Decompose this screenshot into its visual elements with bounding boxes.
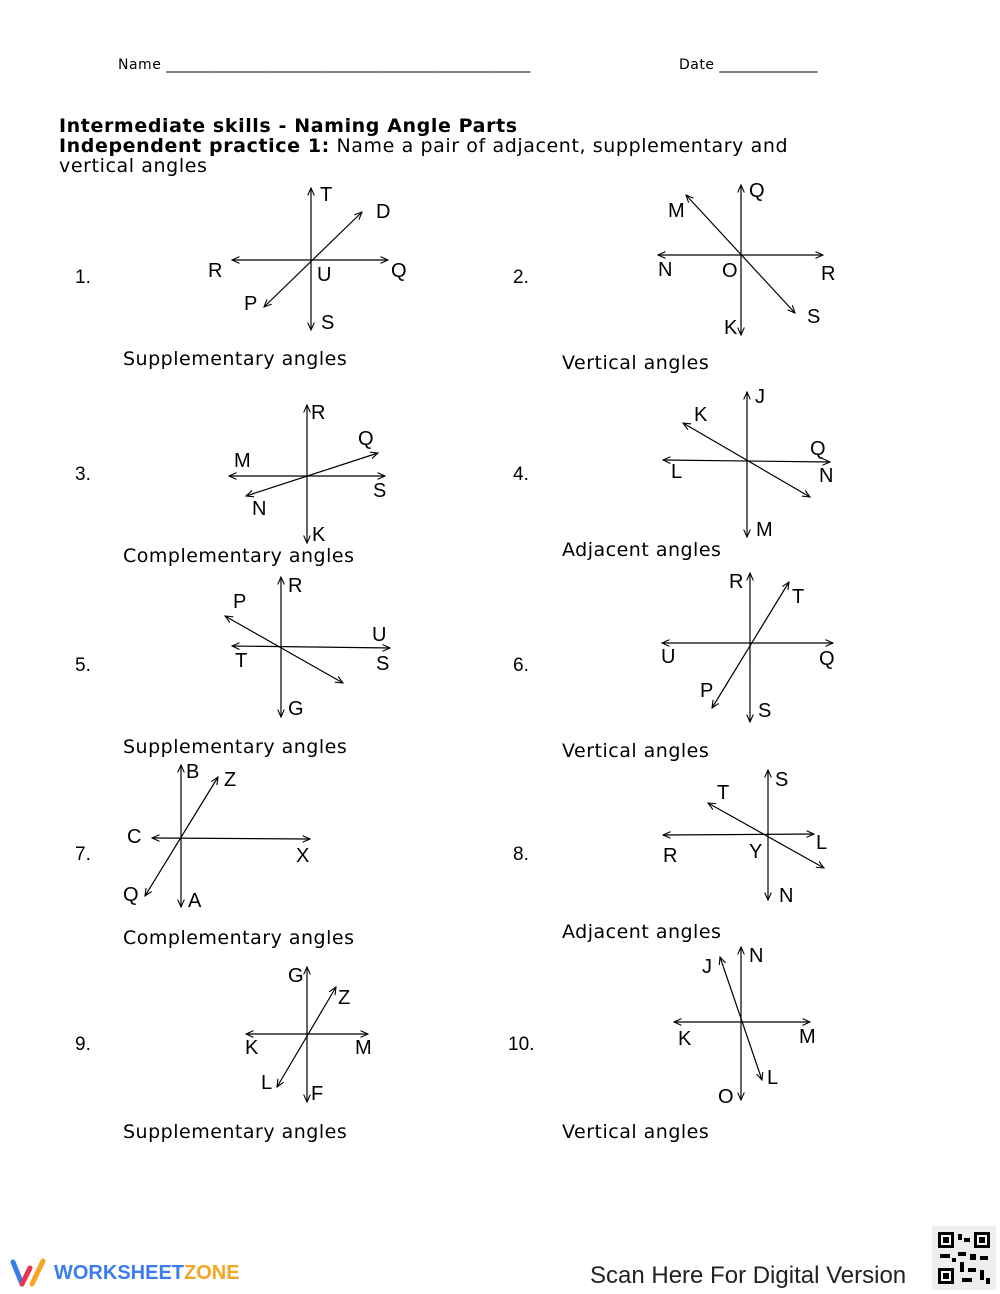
point-label: P [233, 591, 247, 613]
angle-figure-7 [123, 761, 310, 912]
point-label: R [288, 575, 303, 597]
point-label: G [288, 698, 304, 720]
angle-figure-9 [245, 965, 372, 1105]
point-label: G [288, 965, 304, 987]
instruction-continued: vertical angles [59, 155, 208, 177]
point-label: Z [338, 987, 351, 1009]
point-label: Y [749, 841, 763, 863]
point-label: K [678, 1028, 692, 1050]
worksheetzone-logo [10, 1258, 240, 1288]
point-label: S [758, 700, 772, 722]
angle-figure-10 [674, 945, 816, 1108]
point-label: T [717, 782, 730, 804]
point-label: F [311, 1083, 324, 1105]
point-label: M [799, 1026, 816, 1048]
point-label: L [671, 461, 683, 483]
point-label: S [807, 306, 821, 328]
problem-number: 9. [75, 1034, 91, 1055]
point-label: S [376, 653, 390, 675]
line-with-arrows [246, 453, 378, 496]
worksheet-title: Intermediate skills - Naming Angle Parts [59, 115, 518, 137]
point-label: R [663, 845, 678, 867]
point-label: O [722, 260, 738, 282]
point-label: J [755, 386, 765, 408]
point-label: K [245, 1037, 259, 1059]
problem-number: 10. [508, 1034, 535, 1055]
scan-text: Scan Here For Digital Version [590, 1262, 907, 1289]
instruction-label: Independent practice 1: [59, 135, 330, 157]
point-label: Q [391, 260, 407, 282]
point-label: N [749, 945, 764, 967]
point-label: D [376, 201, 391, 223]
problem-answer: Adjacent angles [562, 539, 722, 561]
problem-number: 6. [513, 655, 529, 676]
point-label: R [208, 260, 223, 282]
problem-answer: Vertical angles [562, 352, 710, 374]
problem-answer: Complementary angles [123, 545, 355, 567]
line-with-arrows [663, 834, 814, 835]
name-line: ____________________________________________________ [166, 57, 531, 73]
problem-number: 8. [513, 844, 529, 865]
point-label: P [700, 680, 714, 702]
point-label: Q [819, 648, 835, 670]
point-label: S [321, 312, 335, 334]
problem-answer: Vertical angles [562, 1121, 710, 1143]
point-label: Q [749, 180, 765, 202]
point-label: M [355, 1037, 372, 1059]
problem-answer: Vertical angles [562, 740, 710, 762]
angle-figure-2 [658, 180, 835, 339]
point-label: M [668, 200, 685, 222]
point-label: B [186, 761, 200, 783]
problem-answer: Adjacent angles [562, 921, 722, 943]
point-label: N [252, 498, 267, 520]
problem-number: 3. [75, 464, 91, 485]
point-label: M [756, 519, 773, 541]
point-label: K [724, 317, 738, 339]
line-with-arrows [232, 646, 390, 648]
point-label: T [792, 586, 805, 608]
point-label: K [312, 524, 326, 546]
point-label: L [261, 1072, 273, 1094]
date-line: ______________ [719, 57, 818, 73]
point-label: R [729, 571, 744, 593]
line-with-arrows [708, 803, 824, 868]
point-label: R [821, 263, 836, 285]
problem-answer: Supplementary angles [123, 1121, 348, 1143]
point-label: T [320, 184, 333, 206]
line-with-arrows [152, 838, 310, 839]
problem-number: 7. [75, 844, 91, 865]
qr-code[interactable] [932, 1226, 996, 1290]
point-label: S [775, 769, 789, 791]
point-label: A [188, 890, 202, 912]
logo-icon [10, 1258, 48, 1288]
point-label: C [127, 826, 142, 848]
point-label: R [311, 402, 326, 424]
brand-name-zone: ZONE [184, 1261, 240, 1284]
point-label: X [296, 845, 310, 867]
point-label: U [661, 646, 676, 668]
problem-answer: Complementary angles [123, 927, 355, 949]
point-label: K [694, 404, 708, 426]
point-label: J [702, 956, 712, 978]
point-label: N [819, 465, 834, 487]
angle-figure-3 [229, 402, 386, 546]
angle-figure-5 [225, 575, 390, 720]
problem-answer: Supplementary angles [123, 348, 348, 370]
point-label: M [234, 450, 251, 472]
angle-figure-8 [663, 769, 827, 907]
point-label: Z [224, 769, 237, 791]
name-label: Name [118, 57, 162, 73]
point-label: Q [358, 428, 374, 450]
brand-name: WORKSHEET [54, 1261, 184, 1284]
problem-number: 5. [75, 655, 91, 676]
angle-figure-4 [663, 386, 833, 541]
point-label: T [235, 650, 248, 672]
point-label: Q [810, 438, 826, 460]
problem-number: 1. [75, 267, 91, 288]
problem-number: 4. [513, 464, 529, 485]
point-label: P [244, 293, 258, 315]
point-label: O [718, 1086, 734, 1108]
point-label: N [658, 259, 673, 281]
point-label: U [317, 264, 332, 286]
point-label: Q [123, 884, 139, 906]
point-label: L [767, 1067, 779, 1089]
angle-figure-1 [208, 184, 407, 334]
problem-answer: Supplementary angles [123, 736, 348, 758]
problem-number: 2. [513, 267, 529, 288]
date-label: Date [679, 57, 715, 73]
point-label: U [372, 624, 387, 646]
point-label: N [779, 885, 794, 907]
angle-figure-6 [661, 571, 835, 722]
instruction-text: Name a pair of adjacent, supplementary and [329, 135, 789, 157]
point-label: S [373, 480, 387, 502]
point-label: L [816, 832, 828, 854]
